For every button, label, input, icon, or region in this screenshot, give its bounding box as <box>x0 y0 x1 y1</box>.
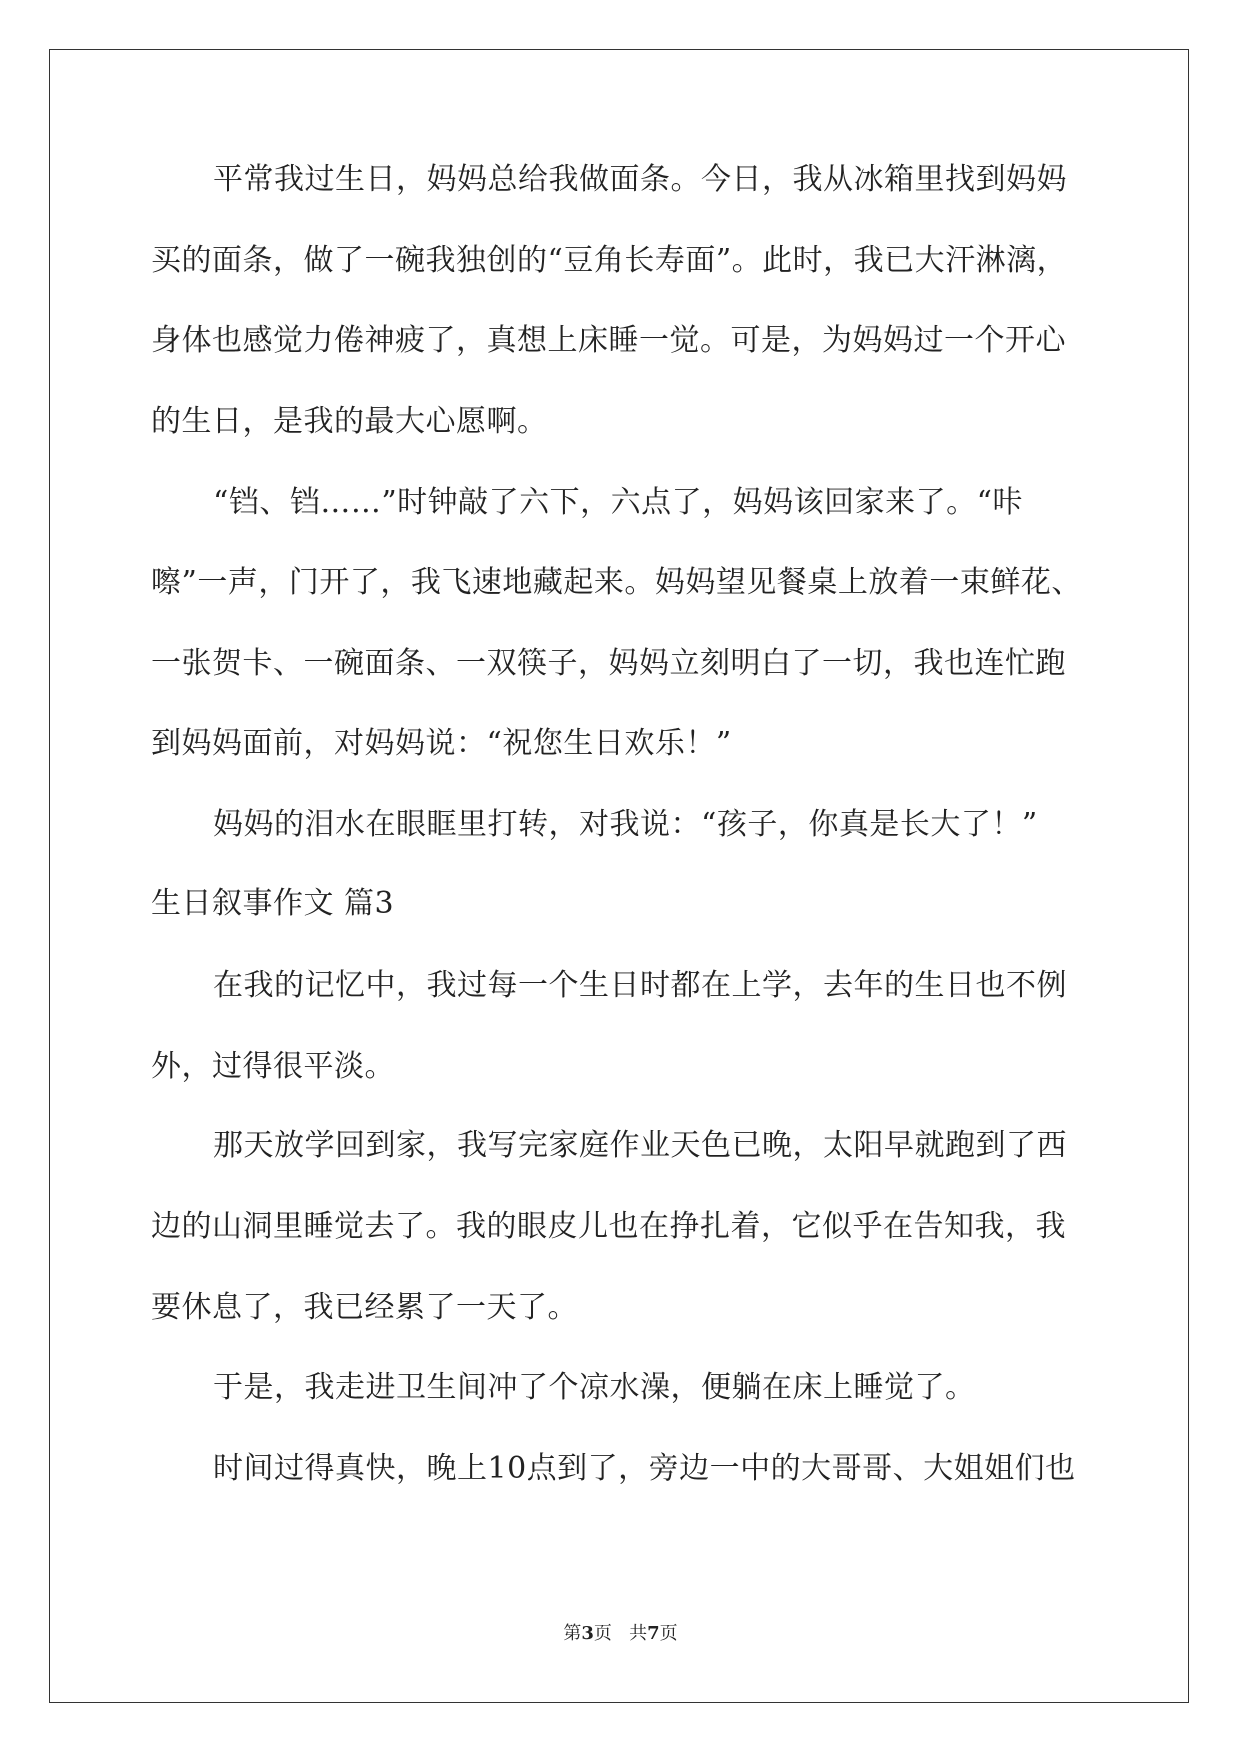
text-line: 的生日，是我的最大心愿啊。 <box>151 404 548 439</box>
text-line: 于是，我走进卫生间冲了个凉水澡，便躺在床上睡觉了。 <box>213 1370 976 1405</box>
text-line: 时间过得真快，晚上10点到了，旁边一中的大哥哥、大姐姐们也 <box>213 1451 1076 1486</box>
text-line: 身体也感觉力倦神疲了，真想上床睡一觉。可是，为妈妈过一个开心 <box>151 323 1066 358</box>
text-line: 妈妈的泪水在眼眶里打转，对我说：“孩子，你真是长大了！” <box>213 807 1038 842</box>
footer-prefix: 第 <box>563 1623 582 1644</box>
current-page-number: 3 <box>581 1623 594 1644</box>
text-line: 那天放学回到家，我写完家庭作业天色已晚，太阳早就跑到了西 <box>213 1128 1067 1163</box>
text-line: 在我的记忆中，我过每一个生日时都在上学，去年的生日也不例 <box>213 968 1067 1003</box>
text-line: 嚓”一声，门开了，我飞速地藏起来。妈妈望见餐桌上放着一束鲜花、 <box>151 565 1082 600</box>
footer-total-suffix: 页 <box>659 1623 678 1644</box>
page-footer <box>0 1622 1241 1646</box>
footer-total-prefix: 共 <box>629 1623 648 1644</box>
total-page-number: 7 <box>647 1623 660 1644</box>
text-line: “铛、铛……”时钟敲了六下，六点了，妈妈该回家来了。“咔 <box>213 485 1024 520</box>
text-line: 买的面条，做了一碗我独创的“豆角长寿面”。此时，我已大汗淋漓， <box>151 243 1068 278</box>
text-line: 边的山洞里睡觉去了。我的眼皮儿也在挣扎着，它似乎在告知我，我 <box>151 1209 1066 1244</box>
text-line: 到妈妈面前，对妈妈说：“祝您生日欢乐！” <box>151 726 732 761</box>
text-line: 外，过得很平淡。 <box>151 1049 395 1084</box>
text-line: 平常我过生日，妈妈总给我做面条。今日，我从冰箱里找到妈妈 <box>213 162 1067 197</box>
text-line: 要休息了，我已经累了一天了。 <box>151 1290 578 1325</box>
section-heading: 生日叙事作文 篇3 <box>151 886 395 921</box>
footer-page-word: 页 <box>593 1623 612 1644</box>
text-line: 一张贺卡、一碗面条、一双筷子，妈妈立刻明白了一切，我也连忙跑 <box>151 646 1066 681</box>
